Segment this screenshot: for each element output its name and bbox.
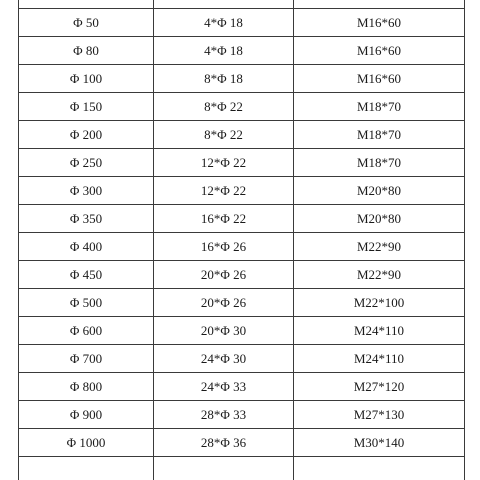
bolt-size-cell [294,0,465,9]
bolt-hole-cell: 12*Φ 22 [154,177,294,205]
bolt-size-cell: M22*90 [294,233,465,261]
bolt-size-cell: M16*60 [294,65,465,93]
bolt-hole-cell: 4*Φ 18 [154,9,294,37]
table-row [19,0,465,9]
bolt-size-cell: M22*100 [294,289,465,317]
nominal-diameter-cell: Φ 1000 [19,429,154,457]
flange-spec-table [18,0,465,480]
table-row [19,177,465,205]
table-row [19,373,465,401]
nominal-diameter-cell: Φ 450 [19,261,154,289]
bolt-hole-cell: 8*Φ 22 [154,121,294,149]
table-row [19,317,465,345]
nominal-diameter-cell: Φ 250 [19,149,154,177]
bolt-hole-cell: 28*Φ 36 [154,429,294,457]
bolt-hole-cell: 24*Φ 30 [154,345,294,373]
bolt-size-cell [294,457,465,480]
nominal-diameter-cell: Φ 900 [19,401,154,429]
table-row [19,121,465,149]
table-row [19,457,465,480]
table-row [19,429,465,457]
table-body [19,0,465,480]
table-row [19,261,465,289]
bolt-size-cell: M18*70 [294,93,465,121]
nominal-diameter-cell: Φ 400 [19,233,154,261]
table-row [19,9,465,37]
table-row [19,65,465,93]
bolt-size-cell: M24*110 [294,345,465,373]
nominal-diameter-cell: Φ 80 [19,37,154,65]
nominal-diameter-cell [19,457,154,480]
nominal-diameter-cell: Φ 350 [19,205,154,233]
table-row [19,93,465,121]
table-row [19,289,465,317]
nominal-diameter-cell: Φ 800 [19,373,154,401]
bolt-size-cell: M18*70 [294,149,465,177]
bolt-size-cell: M27*120 [294,373,465,401]
bolt-hole-cell: 4*Φ 18 [154,37,294,65]
bolt-hole-cell: 24*Φ 33 [154,373,294,401]
table-row [19,37,465,65]
bolt-size-cell: M18*70 [294,121,465,149]
bolt-hole-cell: 20*Φ 26 [154,261,294,289]
bolt-size-cell: M16*60 [294,9,465,37]
nominal-diameter-cell: Φ 600 [19,317,154,345]
nominal-diameter-cell: Φ 300 [19,177,154,205]
nominal-diameter-cell: Φ 700 [19,345,154,373]
bolt-hole-cell: 12*Φ 22 [154,149,294,177]
bolt-size-cell: M20*80 [294,205,465,233]
bolt-hole-cell: 20*Φ 26 [154,289,294,317]
bolt-hole-cell [154,0,294,9]
bolt-hole-cell: 8*Φ 18 [154,65,294,93]
bolt-size-cell: M27*130 [294,401,465,429]
bolt-size-cell: M22*90 [294,261,465,289]
bolt-size-cell: M30*140 [294,429,465,457]
nominal-diameter-cell: Φ 100 [19,65,154,93]
table-row [19,401,465,429]
bolt-hole-cell: 20*Φ 30 [154,317,294,345]
nominal-diameter-cell: Φ 500 [19,289,154,317]
nominal-diameter-cell: Φ 150 [19,93,154,121]
bolt-hole-cell: 8*Φ 22 [154,93,294,121]
table-row [19,149,465,177]
table-row [19,233,465,261]
bolt-size-cell: M24*110 [294,317,465,345]
bolt-hole-cell: 28*Φ 33 [154,401,294,429]
table-row [19,205,465,233]
nominal-diameter-cell: Φ 50 [19,9,154,37]
bolt-hole-cell: 16*Φ 22 [154,205,294,233]
nominal-diameter-cell [19,0,154,9]
nominal-diameter-cell: Φ 200 [19,121,154,149]
bolt-size-cell: M16*60 [294,37,465,65]
bolt-hole-cell: 16*Φ 26 [154,233,294,261]
table-row [19,345,465,373]
bolt-size-cell: M20*80 [294,177,465,205]
bolt-hole-cell [154,457,294,480]
